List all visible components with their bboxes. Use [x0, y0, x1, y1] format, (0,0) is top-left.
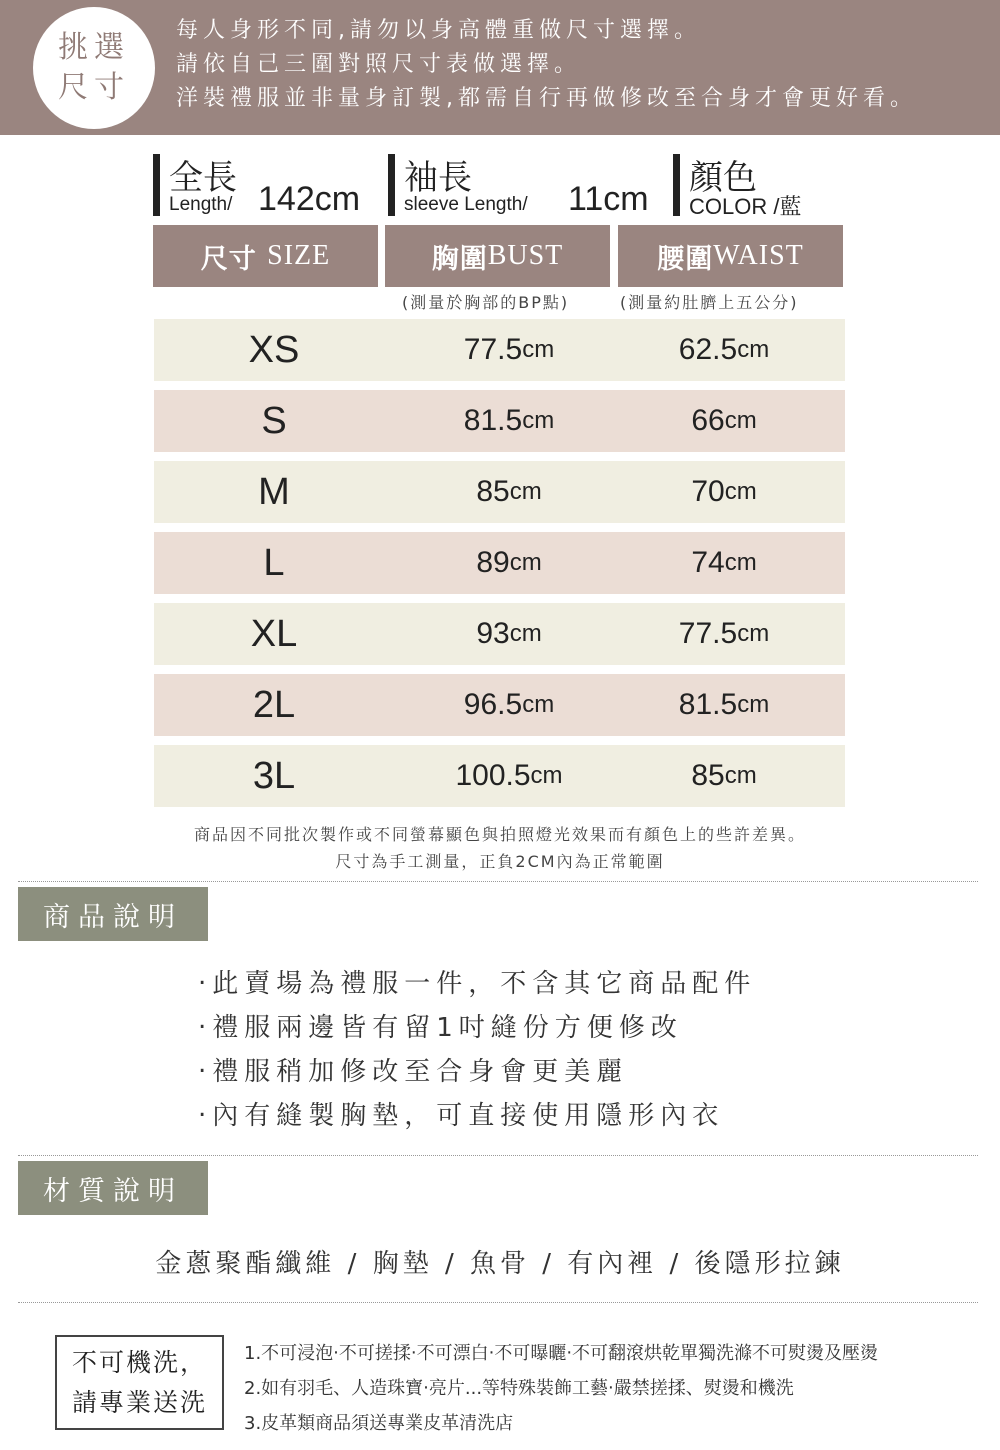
waist-cell: 85 cm [691, 759, 757, 792]
size-cell: S [261, 399, 287, 442]
badge-line-1: 挑選 [58, 30, 130, 65]
choose-size-badge [33, 7, 155, 129]
bust-cell: 96.5 cm [463, 688, 555, 721]
table-row [154, 390, 845, 452]
divider [18, 1302, 978, 1303]
list-item: 1.不可浸泡‧不可搓揉‧不可漂白‧不可曝曬‧不可翻滾烘乾單獨洗滌不可熨燙及壓燙 [244, 1343, 879, 1364]
bust-cell: 77.5 cm [463, 333, 555, 366]
spec-bar [388, 154, 395, 216]
table-header-waist [618, 225, 843, 287]
size-cell: M [258, 470, 290, 513]
list-item: ‧禮服稍加修改至合身會更美麗 [198, 1057, 629, 1087]
bust-cell: 89 cm [476, 546, 542, 579]
size-cell: XS [248, 328, 300, 371]
header-banner [0, 0, 1000, 135]
header-waist-zh: 腰圍 [657, 243, 714, 275]
list-item: ‧禮服兩邊皆有留1吋縫份方便修改 [198, 1013, 683, 1043]
spec-sleeve-zh: 袖長 [404, 158, 472, 198]
waist-cell: 77.5 cm [678, 617, 770, 650]
color-disclaimer: 商品因不同批次製作或不同螢幕顯色與拍照燈光效果而有顏色上的些許差異。 [193, 825, 806, 844]
header-bust-en: BUST [487, 240, 564, 271]
list-item: ‧此賣場為禮服一件，不含其它商品配件 [198, 969, 757, 999]
table-row [154, 461, 845, 523]
table-row [154, 319, 845, 381]
product-section-title: 商品說明 [18, 887, 208, 941]
list-item: ‧內有縫製胸墊，可直接使用隱形內衣 [198, 1101, 725, 1131]
bust-cell: 81.5 cm [463, 404, 555, 437]
table-row [154, 603, 845, 665]
table-row [154, 674, 845, 736]
waist-cell: 74 cm [691, 546, 757, 579]
material-text: 金蔥聚酯纖維 / 胸墊 / 魚骨 / 有內裡 / 後隱形拉鍊 [155, 1249, 845, 1279]
spec-color-en: COLOR /藍 [689, 194, 802, 219]
spec-sleeve [388, 150, 663, 220]
header-waist-en: WAIST [713, 240, 804, 271]
spec-color-zh: 顏色 [689, 158, 757, 198]
spec-sleeve-value: 11cm [568, 180, 649, 218]
divider [18, 881, 978, 882]
size-cell: L [263, 541, 285, 584]
product-description-list [198, 962, 756, 1138]
wash-warning-line-1: 不可機洗， [71, 1347, 207, 1377]
spec-length-zh: 全長 [169, 158, 237, 198]
bust-cell: 93 cm [476, 617, 542, 650]
table-row [154, 745, 845, 807]
bust-cell: 100.5 cm [455, 759, 563, 792]
waist-note: (測量約肚臍上五公分) [620, 293, 799, 312]
waist-cell: 62.5 cm [678, 333, 770, 366]
header-size-zh: 尺寸 [200, 243, 257, 275]
waist-cell: 81.5 cm [678, 688, 770, 721]
waist-cell: 70 cm [691, 475, 757, 508]
material-section-title: 材質說明 [18, 1161, 208, 1215]
spec-bar [673, 154, 680, 216]
bust-note: (測量於胸部的BP點) [402, 293, 570, 312]
spec-length-value: 142cm [258, 180, 361, 218]
badge-line-2: 尺寸 [58, 70, 130, 105]
size-cell: 3L [252, 754, 296, 797]
table-row [154, 532, 845, 594]
waist-cell: 66 cm [691, 404, 757, 437]
wash-instructions [244, 1336, 878, 1441]
size-cell: 2L [252, 683, 296, 726]
header-bust-zh: 胸圍 [431, 243, 488, 275]
size-cell: XL [250, 612, 298, 655]
spec-bar [153, 154, 160, 216]
header-instructions [176, 14, 917, 116]
table-header-size [153, 225, 378, 287]
spec-length-en: Length/ [169, 194, 233, 215]
divider [18, 1155, 978, 1156]
header-line-1: 每人身形不同,請勿以身高體重做尺寸選擇。 [176, 18, 701, 43]
list-item: 2.如有羽毛、人造珠寶‧亮片...等特殊裝飾工藝‧嚴禁搓揉、熨燙和機洗 [244, 1378, 794, 1399]
bust-cell: 85 cm [476, 475, 542, 508]
list-item: 3.皮革類商品須送專業皮革清洗店 [244, 1413, 514, 1434]
header-size-en: SIZE [267, 240, 331, 271]
wash-warning-line-2: 請專業送洗 [71, 1387, 207, 1417]
measurement-disclaimer: 尺寸為手工測量，正負2CM內為正常範圍 [335, 852, 665, 871]
spec-length [153, 150, 378, 220]
table-header-bust [385, 225, 610, 287]
spec-color [673, 150, 843, 220]
header-line-3: 洋裝禮服並非量身訂製,都需自行再做修改至合身才會更好看。 [176, 86, 917, 111]
header-line-2: 請依自己三圍對照尺寸表做選擇。 [176, 52, 582, 77]
spec-sleeve-en: sleeve Length/ [404, 194, 528, 215]
wash-warning-box [55, 1335, 224, 1430]
